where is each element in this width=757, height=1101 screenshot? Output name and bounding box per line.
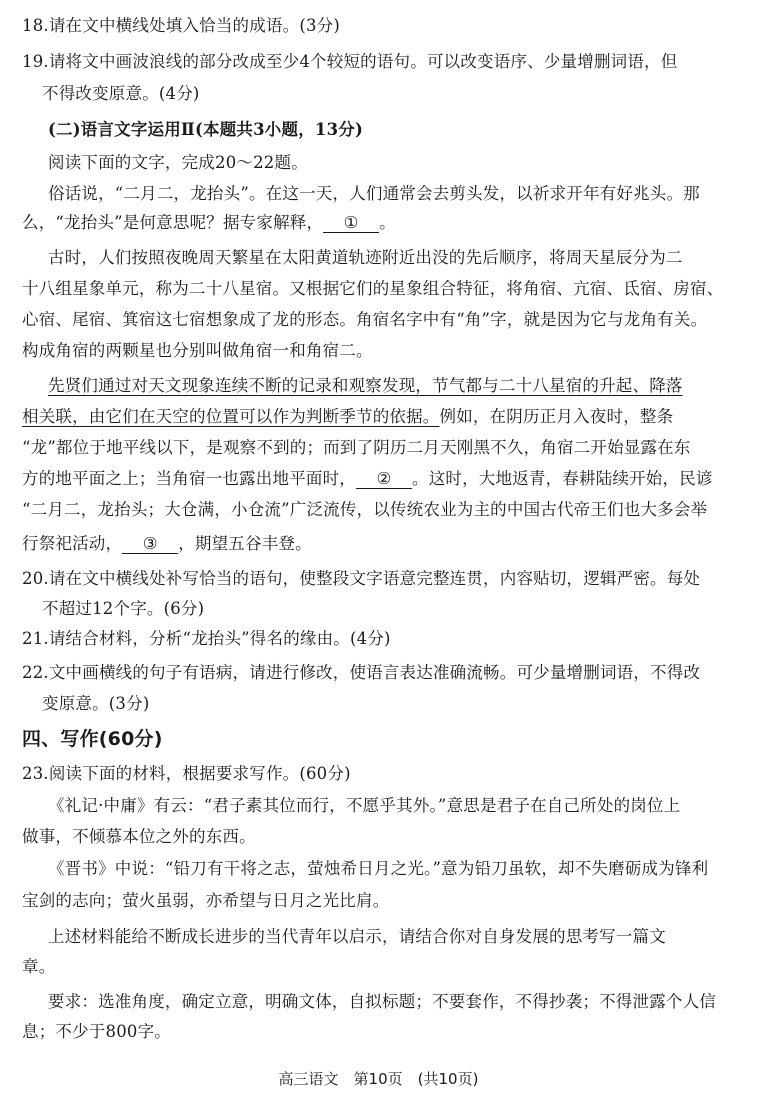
material-1-line-2: 做事，不倾慕本位之外的东西。 <box>22 827 256 846</box>
passage-p3-line-3: “龙”都位于地平线以下，是观察不到的；而到了阴历二月天刚黑不久，角宿二开始显露在东 <box>22 438 691 457</box>
underlined-sentence: 相关联，由它们在天空的位置可以作为判断季节的依据。 <box>22 407 440 426</box>
passage-text: 。这时，大地返青，春耕陆续开始，民谚 <box>412 469 713 488</box>
material-2-line-1: 《晋书》中说：“铅刀有干将之志，萤烛希日月之光。”意为铅刀虽软，却不失磨砺成为锋利 <box>48 859 709 878</box>
reading-intro: 阅读下面的文字，完成20～22题。 <box>48 153 308 172</box>
passage-p3-line-2 <box>22 406 739 428</box>
passage-p2-line-4: 构成角宿的两颗星也分别叫做角宿一和角宿二。 <box>22 341 373 360</box>
passage-p3-line-4 <box>22 468 739 490</box>
section-4-title: 四、写作(60分) <box>22 728 163 750</box>
passage-p3-line-1 <box>48 375 739 397</box>
material-1-line-1: 《礼记·中庸》有云：“君子素其位而行，不愿乎其外。”意思是君子在自己所处的岗位上 <box>48 796 681 815</box>
passage-text: 。 <box>379 213 396 232</box>
passage-text: 例如，在阴历正月入夜时，整条 <box>439 407 674 426</box>
question-20-line-1: 20.请在文中横线处补写恰当的语句，使整段文字语意完整连贯，内容贴切，逻辑严密。每处 <box>22 569 701 588</box>
passage-p1-line-2 <box>22 212 739 234</box>
blank-3: ③ <box>122 535 178 554</box>
passage-p2-line-2: 十八组星象单元，称为二十八星宿。又根据它们的星象组合特征，将角宿、亢宿、氐宿、房宿、 <box>22 279 724 298</box>
material-3-line-1: 上述材料能给不断成长进步的当代青年以启示，请结合你对自身发展的思考写一篇文 <box>48 927 666 946</box>
passage-p2-line-1: 古时，人们按照夜晚周天繁星在太阳黄道轨迹附近出没的先后顺序，将周天星辰分为二 <box>48 248 683 267</box>
passage-p3-line-6 <box>22 533 739 555</box>
blank-1: ① <box>323 214 379 233</box>
question-23: 23.阅读下面的材料，根据要求写作。(60分) <box>22 764 351 783</box>
blank-2: ② <box>356 470 412 489</box>
material-2-line-2: 宝剑的志向；萤火虽弱，亦希望与日月之光比肩。 <box>22 891 390 910</box>
question-22-line-2: 变原意。(3分) <box>42 694 150 713</box>
page-footer: 高三语文 第10页 (共10页) <box>278 1070 479 1088</box>
passage-text: 方的地平面之上；当角宿一也露出地平面时， <box>22 469 356 488</box>
material-3-line-2: 章。 <box>22 957 56 976</box>
question-21: 21.请结合材料，分析“龙抬头”得名的缘由。(4分) <box>22 629 391 648</box>
requirements-line-1: 要求：选准角度，确定立意，明确文体，自拟标题；不要套作，不得抄袭；不得泄露个人信 <box>48 992 716 1011</box>
underlined-sentence: 先贤们通过对天文现象连续不断的记录和观察发现，节气都与二十八星宿的升起、降落 <box>48 376 683 395</box>
passage-text: 么，“龙抬头”是何意思呢？据专家解释， <box>22 213 324 232</box>
question-18: 18.请在文中横线处填入恰当的成语。(3分) <box>22 16 341 35</box>
question-20-line-2: 不超过12个字。(6分) <box>42 599 205 618</box>
question-22-line-1: 22.文中画横线的句子有语病，请进行修改，使语言表达准确流畅。可少量增删词语，不得改 <box>22 663 701 682</box>
requirements-line-2: 息；不少于800字。 <box>22 1022 171 1041</box>
question-19-line-2: 不得改变原意。(4分) <box>42 84 200 103</box>
passage-text: ，期望五谷丰登。 <box>178 534 312 553</box>
passage-p1-line-1: 俗话说，“二月二，龙抬头”。在这一天，人们通常会去剪头发，以祈求开年有好兆头。那 <box>48 184 700 203</box>
passage-p3-line-5: “二月二，龙抬头；大仓满，小仓流”广泛流传，以传统农业为主的中国古代帝王们也大多会举 <box>22 500 708 519</box>
passage-text: 行祭祀活动， <box>22 534 123 553</box>
passage-p2-line-3: 心宿、尾宿、箕宿这七宿想象成了龙的形态。角宿名字中有“角”字，就是因为它与龙角有关。 <box>22 310 708 329</box>
question-19-line-1: 19.请将文中画波浪线的部分改成至少4个较短的语句。可以改变语序、少量增删词语，但 <box>22 52 678 71</box>
section-2-title: (二)语言文字运用Ⅱ(本题共3小题，13分) <box>48 120 363 139</box>
